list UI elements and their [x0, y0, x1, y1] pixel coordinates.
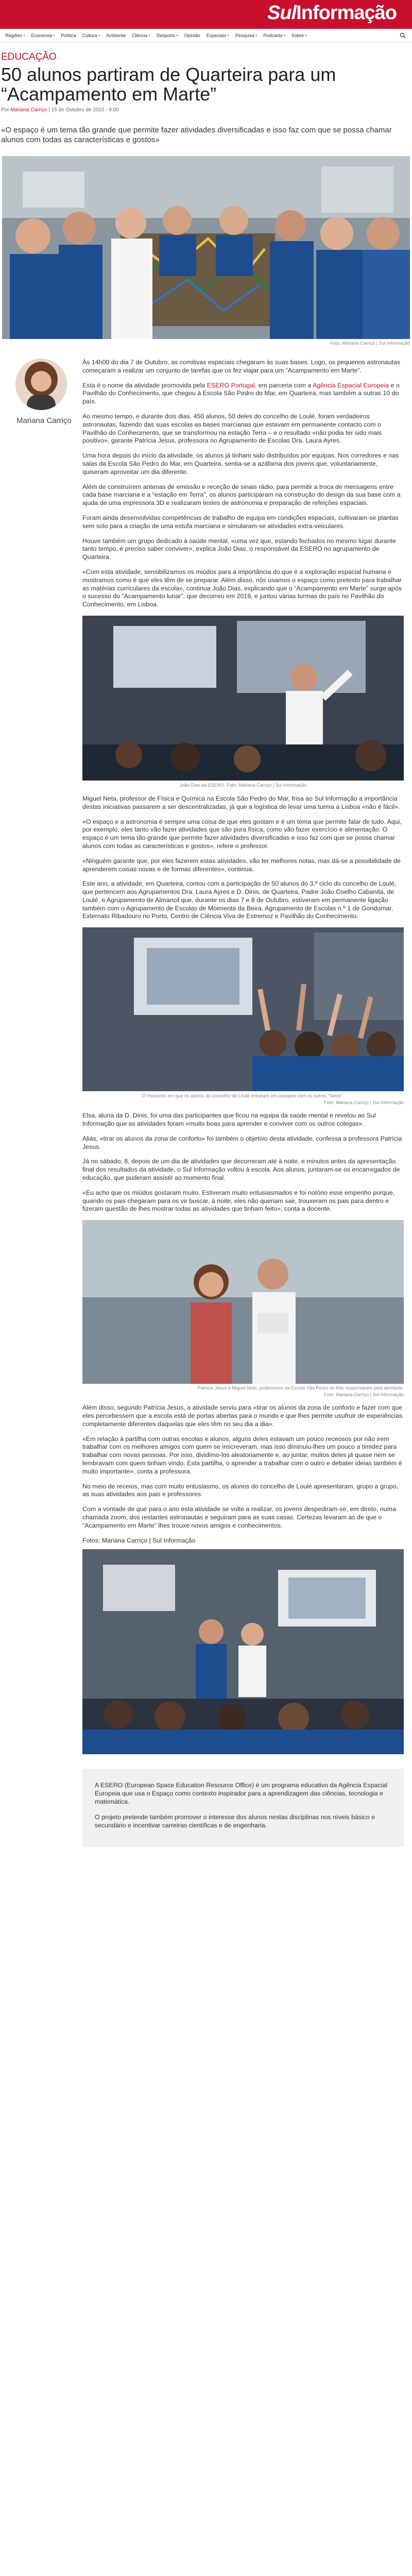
photo-students-illustration: [2, 156, 410, 339]
paragraph: «Em relação à partilha com outras escolas e alunos, alguns deles estavam um pouco receosos por não irem trabalhar com os melhores amigos com quem se inscreveram, mas isso diminuiu-lhes um pouco a timidez para trabalhar com novas pessoas. Por isso, dividimo-los aleatoriamente e, ao juntar, muitos deles já quase nem se lembravam com quem tinham vindo. Esta partilha, o aprender a trabalhar com o outro e debater ideias também é muito importante», conta a professora.: [82, 1435, 402, 1475]
photo-presentation-illustration: [82, 1549, 404, 1754]
credit-suffix: | Sul Informação: [149, 1536, 196, 1544]
photo-block: [82, 616, 404, 790]
byline-author[interactable]: Mariana Carriço: [10, 107, 47, 113]
paragraph: Miguel Neta, professor de Física e Química na Escola São Pedro do Mar, frisa ao Sul Informação a importância destas iniciativas passarem a ser descentralizadas, já que a logística de levar uma turma a Lisboa «não é fácil».: [82, 794, 400, 810]
credit-prefix: Fotos:: [82, 1536, 100, 1544]
logo-informacao: Informação: [296, 2, 397, 24]
text-span: , em parceria com a: [254, 381, 313, 389]
nav-label: Economia: [31, 32, 52, 38]
chevron-down-icon: ▾: [176, 33, 178, 38]
photo-block: [82, 1549, 404, 1754]
paragraph: Houve também um grupo dedicado à saúde mental, «uma vez que, estando fechados no mesmo lugar durante tanto tempo, é preciso saber conviver», explica João Dias, o responsável da ESERO no agrupamento de Quarteira.: [82, 537, 396, 561]
nav-label: Especiais: [206, 32, 227, 38]
photo-joao-dias: [82, 616, 404, 781]
nav-label: Podcasts: [263, 32, 283, 38]
photo-classroom-illustration: [82, 927, 404, 1091]
nav-item[interactable]: [80, 33, 102, 38]
logo-sul: Sul: [267, 2, 297, 24]
chevron-down-icon: ▾: [23, 33, 25, 38]
paragraph: Às 14h00 do dia 7 de Outubro, as comitivas espaciais chegaram às suas bases. Logo, os pequenos astronautas começaram a realizar um conjunto de tarefas que os fez viajar para um “Acampamento em Marte”.: [82, 359, 401, 374]
nav-label: Sobre: [291, 32, 304, 38]
author-box: [0, 359, 82, 1847]
paragraph: No meio de receios, mas com muito entusiasmo, os alunos do concelho de Loulé apresentaram, grupo a grupo, as suas atividades aos pais e professores.: [82, 1482, 398, 1498]
nav-label: Cultura: [82, 32, 97, 38]
photo-caption: João Dias da ESERO. Foto: Mariana Carriço | Sul Informação: [179, 782, 307, 788]
paragraph: Ao mesmo tempo, e durante dois dias, 450 alunos, 50 deles do concelho de Loulé, foram verdadeiros astronautas, fazendo das suas escolas as bases marcianas que estavam em permanente contacto com o Pavilhão do Conhecimento, que se transformou na estação Terra – e o resultado «não podia ter sido mais positivo», garante Patrícia Jesus, professora no Agrupamento de Escolas Dra. Laura Ayres.: [82, 412, 382, 445]
nav-label: Ambiente: [106, 32, 126, 38]
nav-item[interactable]: [204, 33, 231, 38]
nav-item[interactable]: [104, 33, 128, 38]
info-paragraph: A ESERO (European Space Education Resource Office) é um programa educativo da Agência Espacial Europeia que usa o Espaço como contexto inspirador para a aprendizagem das ciências, tecnologia e matemática.: [95, 1781, 387, 1805]
section-label[interactable]: EDUCAÇÃO: [1, 52, 57, 62]
nav-label: Pesquisa: [235, 32, 254, 38]
nav-label: Opinião: [184, 32, 200, 38]
author-box-name[interactable]: Mariana Carriço: [16, 416, 72, 425]
photo-presentation: [82, 1549, 404, 1754]
byline-prefix: Por: [1, 107, 9, 113]
paragraph: Com a vontade de que para o ano esta atividade se volte a realizar, os jovens despediram-se, em direto, numa chamada zoom, dos restantes astronautas e seguiram para as suas casas. Certezas levaram as de que o “Acampamento em Marte” lhes trouxe novos amigos e conhecimentos.: [82, 1505, 396, 1529]
nav-item[interactable]: [3, 33, 27, 38]
chevron-down-icon: ▾: [283, 33, 285, 38]
paragraph: [82, 382, 404, 406]
article-title: 50 alunos partiram de Quarteira para um “Acampamento em Marte”: [1, 64, 336, 105]
photo-students-group: [2, 156, 410, 339]
nav-item[interactable]: [29, 33, 57, 38]
chevron-down-icon: ▾: [98, 33, 100, 38]
photo-teachers: [82, 1220, 404, 1384]
esa-link[interactable]: Agência Espacial Europeia: [313, 381, 389, 389]
text-span: e o Pavilhão do Conhecimento, que chegou à Escola São Pedro do Mar, em Quarteira, mas também a outras 10 do país.: [82, 381, 400, 405]
credit-author[interactable]: Mariana Carriço: [101, 1536, 148, 1544]
paragraph: «Ninguém garante que, por eles fazerem estas atividades, vão ter melhores notas, mas dá-se a possibilidade de aprenderem coisas novas e de formas diferentes», continua.: [82, 857, 401, 873]
avatar[interactable]: [15, 359, 67, 410]
nav-item[interactable]: [59, 33, 78, 38]
paragraph: Além de construírem antenas de emissão e receção de sinais rádio, para permitir a troca de mensagens entre cada base marciana e a “estação em Terra”, os alunos participaram na construção do design da sua base com a ajuda de uma impressora 3D e realizaram testes de astronomia e preparação de refeições espaciais.: [82, 483, 401, 507]
paragraph: Além disso, segundo Patrícia Jesus, a atividade serviu para «tirar os alunos da zona de conforto e fazer com que eles percebessem que a escola está de portas abertas para o mundo e que lhes permite usufruir de experiências completamente diferentes daquelas que eles têm no seu dia a dia».: [82, 1404, 403, 1428]
nav-label: Ciência: [132, 32, 148, 38]
photo-caption: O momento em que os alunos do concelho de Loulé entraram em contacto com os outros “Seres”.: [142, 1093, 345, 1099]
byline-date: 15 de Outubro de 2022 - 9:00: [51, 107, 119, 113]
article-lead: «O espaço é um tema tão grande que permite fazer atividades diversificadas e isso faz com que se possa chamar alunos com todas as características e gostos»: [1, 126, 392, 144]
paragraph: Aliás, «tirar os alunos da zona de conforto» foi também o objetivo desta atividade, confessa a professora Patrícia Jesus.: [82, 1134, 402, 1150]
chevron-down-icon: ▾: [255, 33, 258, 38]
search-icon[interactable]: [400, 32, 406, 39]
chevron-down-icon: ▾: [53, 33, 55, 38]
nav-label: Política: [61, 32, 76, 38]
photo-credit: [82, 1537, 404, 1544]
site-header: [0, 0, 412, 29]
photo-students-contact: [82, 927, 404, 1091]
nav-item[interactable]: [130, 33, 152, 38]
byline: Por Mariana Carriço | 15 de Outubro de 2022 - 9:00: [1, 107, 119, 113]
paragraph: Uma hora depois do início da atividade, os alunos já tinham sido distribuídos por equipas. Nos corredores e nas salas da Escola São Pedro do Mar, em Quarteira, sentia-se a azáfama dos jovens que, voluntariamente, quiseram aproveitar um dia diferente.: [82, 452, 399, 476]
avatar-portrait: [15, 359, 67, 410]
photo-caption: Foto: Mariana Carriço | Sul Informação: [330, 341, 410, 346]
nav-item[interactable]: [154, 33, 180, 38]
photo-caption: Patrícia Jesus e Miguel Neto, professores da Escola São Pedro do Mar responsáveis pela atividade.: [197, 1385, 404, 1391]
paragraph: «O espaço e a astronomia é sempre uma coisa de que eles gostam e é um tema que permite falar de tudo. Aqui, por exemplo, eles tanto vão fazer atividades que são pura física, como vão fazer exercício e alimentação. O espaço é um tema tão grande que permite fazer atividades diversificadas e isso faz com que se possa chamar alunos com todas as características e gostos», refere o professor.: [82, 818, 402, 850]
site-logo[interactable]: [267, 2, 397, 24]
article-body: [0, 359, 412, 1847]
photo-block: [82, 927, 404, 1107]
chevron-down-icon: ▾: [304, 33, 307, 38]
text-span: Esta é o nome da atividade promovida pela: [82, 381, 207, 389]
esero-link[interactable]: ESERO Portugal: [207, 381, 255, 389]
esero-info-box: [82, 1769, 404, 1847]
nav-item[interactable]: [289, 33, 309, 38]
photo-caption: Foto: Mariana Carriço | Sul Informação: [324, 1100, 404, 1106]
paragraph: Este ano, a atividade, em Quarteira, contou com a participação de 50 alunos do 3.º ciclo do concelho de Loulé, que pertencem aos Agrupamentos Dra. Laura Ayres e D. Dinis, de Quarteira, Padre João Coelho Cabanita, de Loulé, e Agrupamento de Almancil que, durante os dias 7 e 8 de Outubro, estiveram em permanente ligação também com o Agrupamento de Escolas de Moimenta da Beira, Agrupamento de Escolas n.º 1 de Gondomar, Externato Ribadouro no Porto, Centro de Ciência Viva de Estremoz e Pavilhão do Conhecimento.: [82, 880, 397, 920]
nav-item[interactable]: [233, 33, 260, 38]
paragraph: Elsa, aluna da D. Dinis, foi uma das participantes que ficou na equipa da saúde mental e revelou ao Sul Informação que as atividades foram «muito boas para aprender e conviver com os outros colegas».: [82, 1112, 376, 1128]
nav-label: Desporto: [156, 32, 176, 38]
paragraph: «Eu acho que os miúdos gostaram muito. Estiveram muito entusiasmados e foi notório esse empenho porque, quando os pais chegaram para os vir buscar, à noite, eles não queriam sair, trouxeram os pais para dentro e fizeram questão de lhes mostrar todas as atividades que tinham feito», conta a docente.: [82, 1189, 395, 1213]
photo-presenter-illustration: [82, 616, 404, 781]
nav-item[interactable]: [261, 33, 287, 38]
nav-label: Regiões: [5, 32, 23, 38]
nav-item[interactable]: [182, 33, 202, 38]
paragraph: «Com esta atividade, sensibilizamos os miúdos para a importância do que é a exploração espacial humana e mostramos como é que eles têm de se preparar. Além disso, nós usamos o espaço como pretexto para trabalhar as matérias curriculares da escola», continua João Dias, explicando que o “Acampamento em Marte” surge após o sucesso do “Acampamento lunar”, que decorreu em 2019, e juntou várias turmas do país no Pavilhão do Conhecimento, em Lisboa.: [82, 568, 402, 608]
photo-caption: Foto: Mariana Carriço | Sul Informação: [324, 1392, 404, 1398]
chevron-down-icon: ▾: [148, 33, 150, 38]
photo-block: [82, 1220, 404, 1399]
paragraph: Foram ainda desenvolvidas competências de trabalho de equipa em condições espaciais, cultivaram-se plantas sem solo para a criação de uma estufa marciana e simularam-se atividades extra-veiculares.: [82, 514, 399, 530]
chevron-down-icon: ▾: [227, 33, 229, 38]
main-nav: [0, 29, 412, 42]
paragraph: Já no sábado, 8, depois de um dia de atividades que decorreram até à noite, e minutos antes da apresentação final dos resultados da atividade, o Sul Informação voltou à escola. Aos alunos, juntaram-se os encarregados de educação, que puderam assistir ao momento final.: [82, 1158, 400, 1182]
info-paragraph: O projeto pretende também promover o interesse dos alunos nestas disciplinas nos níveis básico e secundário e incentivar carreiras científicas e de engenharia.: [95, 1813, 375, 1829]
photo-block: [2, 156, 410, 347]
article-text: [82, 359, 407, 1847]
photo-teachers-illustration: [82, 1220, 404, 1384]
